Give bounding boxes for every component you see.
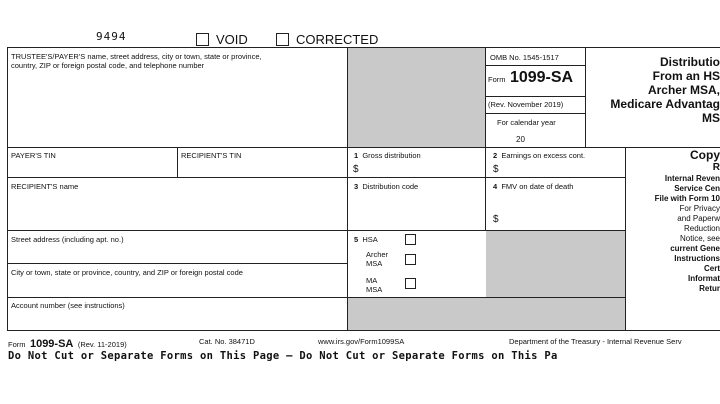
corrected-label: CORRECTED <box>296 32 379 47</box>
box1-text: Gross distribution <box>362 151 421 160</box>
box2-number: 2 <box>493 151 498 160</box>
street-input[interactable] <box>9 246 345 262</box>
copy-returns: Retur <box>699 284 720 293</box>
copy-certain: Cert <box>703 264 720 273</box>
title-line2: From an HS <box>652 69 720 83</box>
account-input[interactable] <box>9 312 345 329</box>
footer-form-number: 1099-SA <box>29 338 74 350</box>
box5-shaded-area <box>486 231 625 298</box>
box2-input[interactable] <box>502 161 622 176</box>
box4-number: 4 <box>493 182 498 191</box>
copy-privacy: For Privacy <box>679 204 720 213</box>
omb-revision: (Rev. November 2019) <box>488 100 564 109</box>
copy-irs-line2: Service Cen <box>674 184 720 193</box>
box3-number: 3 <box>354 182 359 191</box>
copy-information: Informat <box>688 274 720 283</box>
archer-msa-label <box>366 250 388 268</box>
city-input[interactable] <box>9 279 345 296</box>
box4-input[interactable] <box>502 194 622 228</box>
box4-label <box>493 182 573 191</box>
copy-current-general: current Gene <box>670 244 720 253</box>
footer-cat-no: Cat. No. 38471D <box>199 337 255 346</box>
do-not-cut-warning: Do Not Cut or Separate Forms on This Page — Do Not Cut or Separate Forms on This Pa <box>8 350 558 362</box>
recipient-name-label: RECIPIENT'S name <box>11 182 79 191</box>
recipient-name-input[interactable] <box>9 194 345 228</box>
box3-input[interactable] <box>350 194 482 228</box>
footer-form-prefix: Form <box>8 340 26 349</box>
city-label: City or town, state or province, country, and ZIP or foreign postal code <box>11 268 243 277</box>
copy-instructions: Instructions <box>674 254 720 263</box>
copy-irs-line1: Internal Reven <box>664 174 720 183</box>
calendar-year-label: For calendar year <box>497 118 556 127</box>
form-code: 9494 <box>96 30 127 43</box>
box2-text: Earnings on excess cont. <box>501 151 586 160</box>
box5-number: 5 <box>354 235 359 244</box>
void-checkbox[interactable] <box>196 33 209 46</box>
title-line3: Archer MSA, <box>647 83 720 97</box>
omb-form-prefix: Form <box>488 75 506 84</box>
copy-title: Copy <box>690 148 720 162</box>
box1-dollar: $ <box>353 164 359 175</box>
calendar-year-value[interactable]: 20 <box>516 135 525 144</box>
omb-form-title <box>488 69 573 87</box>
account-label: Account number (see instructions) <box>11 301 125 310</box>
ma-msa-checkbox[interactable] <box>405 278 416 289</box>
box5-hsa-row <box>354 235 378 244</box>
payer-tin-input[interactable] <box>9 161 175 176</box>
archer-msa-suffix: MSA <box>366 259 383 268</box>
hsa-label: HSA <box>362 235 378 244</box>
ma-msa-label <box>366 276 382 294</box>
corrected-checkbox[interactable] <box>276 33 289 46</box>
box3-text: Distribution code <box>362 182 419 191</box>
payer-label-line2: country, ZIP or foreign postal code, and telephone number <box>11 61 205 70</box>
box1-number: 1 <box>354 151 359 160</box>
copy-reduction: Reduction <box>683 224 720 233</box>
footer-url[interactable]: www.irs.gov/Form1099SA <box>318 337 405 346</box>
omb-number: OMB No. 1545-1517 <box>490 53 559 62</box>
archer-label: Archer <box>366 250 389 259</box>
payer-shaded-area <box>347 48 485 147</box>
title-line4: Medicare Advantag <box>610 97 720 111</box>
box3-label <box>354 182 418 191</box>
payer-label <box>11 52 346 70</box>
copy-paperwork: and Paperw <box>677 214 720 223</box>
archer-msa-checkbox[interactable] <box>405 254 416 265</box>
ma-label: MA <box>366 276 378 285</box>
box4-dollar: $ <box>493 214 499 225</box>
void-label: VOID <box>216 32 248 47</box>
box4-text: FMV on date of death <box>501 182 574 191</box>
copy-panel <box>627 149 720 294</box>
footer-department: Department of the Treasury - Internal Revenue Serv <box>509 337 682 346</box>
payer-tin-label: PAYER'S TIN <box>11 151 56 160</box>
copy-file-with: File with Form 10 <box>654 194 720 203</box>
hsa-checkbox[interactable] <box>405 234 416 245</box>
ma-msa-suffix: MSA <box>366 285 383 294</box>
payer-input-area[interactable] <box>9 75 345 145</box>
title-line5: MS <box>702 111 720 125</box>
recipient-tin-input[interactable] <box>179 161 345 176</box>
payer-label-line1: TRUSTEE'S/PAYER'S name, street address, city or town, state or province, <box>11 52 262 61</box>
copy-notice: Notice, see <box>679 234 720 243</box>
title-line1: Distributio <box>660 55 720 69</box>
box1-label <box>354 151 421 160</box>
account-shaded-area <box>347 298 625 330</box>
street-label: Street address (including apt. no.) <box>11 235 124 244</box>
recipient-tin-label: RECIPIENT'S TIN <box>181 151 242 160</box>
box2-label <box>493 151 585 160</box>
box2-dollar: $ <box>493 164 499 175</box>
copy-recipient: R <box>712 162 720 173</box>
omb-form-number: 1099-SA <box>509 69 574 86</box>
box1-input[interactable] <box>362 161 482 176</box>
form-title <box>596 55 720 125</box>
footer-revision: (Rev. 11-2019) <box>77 340 127 349</box>
